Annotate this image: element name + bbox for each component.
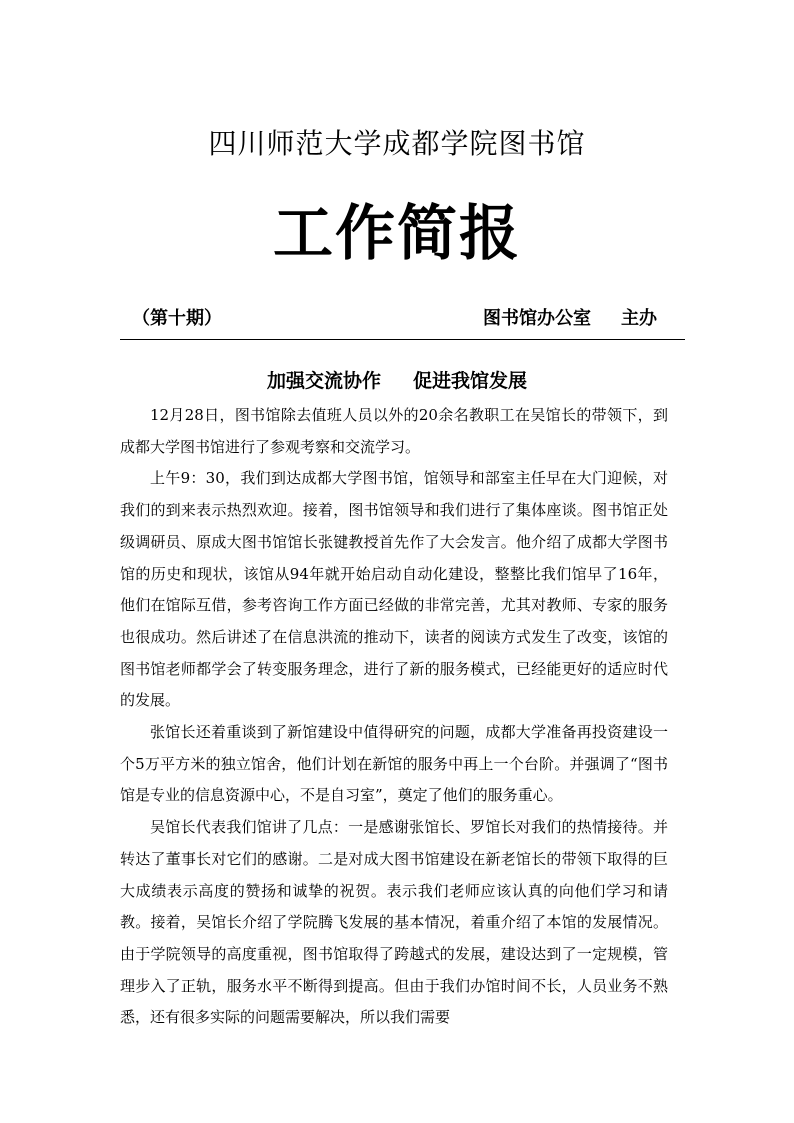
article-paragraph: 12月28日，图书馆除去值班人员以外的20余名教职工在吴馆长的带领下，到成都大学图书馆进行了参观考察和交流学习。 — [120, 406, 668, 456]
article-title-part1: 加强交流协作 — [266, 370, 381, 392]
issue-meta-row — [120, 304, 685, 334]
organization-title: 四川师范大学成都学院图书馆 — [208, 127, 586, 160]
article-paragraph: 上午9：30，我们到达成都大学图书馆，馆领导和部室主任早在大门迎候，对我们的到来表示热烈欢迎。接着，图书馆领导和我们进行了集体座谈。图书馆正处级调研员、原成大图书馆馆长张键教授首先作了大会发言。他介绍了成都大学图书馆的历史和现状，该馆从94年就开始启动自动化建设，整整比我们馆早了16年，他们在馆际互借，参考咨询工作方面已经做的非常完善，尤其对教师、专家的服务也很成功。然后讲述了在信息洪流的推动下，读者的阅读方式发生了改变，该馆的图书馆老师都学会了转变服务理念，进行了新的服务模式，已经能更好的适应时代的发展。 — [120, 469, 668, 710]
header-divider — [120, 339, 685, 340]
sponsor-name: 图书馆办公室 — [483, 308, 591, 329]
article-title — [0, 366, 794, 396]
sponsor-role: 主办 — [621, 308, 657, 329]
sponsor-line — [483, 304, 657, 334]
article-paragraph: 吴馆长代表我们馆讲了几点：一是感谢张馆长、罗馆长对我们的热情接待。并转达了董事长对它们的感谢。二是对成大图书馆建设在新老馆长的带领下取得的巨大成绩表示高度的赞扬和诚挚的祝贺。表示我们老师应该认真的向他们学习和请教。接着，吴馆长介绍了学院腾飞发展的基本情况，着重介绍了本馆的发展情况。由于学院领导的高度重视，图书馆取得了跨越式的发展，建设达到了一定规模，管理步入了正轨，服务水平不断得到提高。但由于我们办馆时间不长，人员业务不熟悉，还有很多实际的问题需要解决，所以我们需要 — [120, 818, 668, 1027]
issue-number: （第十期） — [132, 308, 222, 329]
article-title-part2: 促进我馆发展 — [413, 370, 528, 392]
article-paragraph: 张馆长还着重谈到了新馆建设中值得研究的问题，成都大学准备再投资建设一个5万平方米的独立馆舍，他们计划在新馆的服务中再上一个台阶。并强调了“图书馆是专业的信息资源中心，不是自习室”，奠定了他们的服务重心。 — [120, 723, 668, 805]
article-body — [120, 400, 668, 1034]
bulletin-title: 工作简报 — [273, 199, 521, 269]
